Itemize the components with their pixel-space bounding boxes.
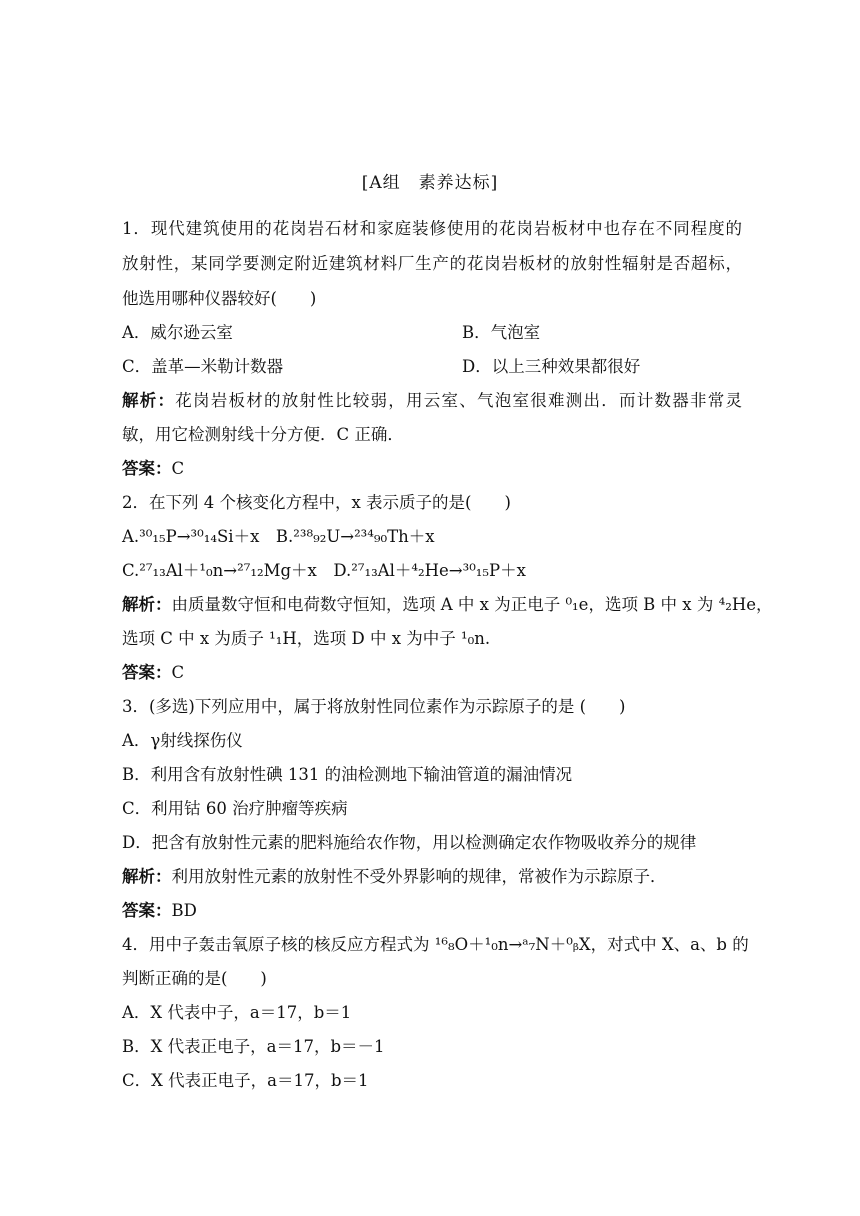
q3-option-d: D．把含有放射性元素的肥料施给农作物，用以检测确定农作物吸收养分的规律: [122, 833, 697, 852]
q2-analysis-text-1: 由质量数守恒和电荷数守恒知，选项 A 中 x 为正电子 ⁰₁e，选项 B 中 x 为 ⁴₂He，: [171, 595, 773, 614]
section-title: [A组 素养达标]: [361, 173, 499, 193]
q1-stem-line-2: 放射性，某同学要测定附近建筑材料厂生产的花岗岩板材的放射性辐射是否超标，: [122, 254, 742, 273]
q2-stem: 2．在下列 4 个核变化方程中，x 表示质子的是( ): [122, 493, 511, 512]
q3-analysis: [122, 866, 742, 888]
q1-stem-line-3: 他选用哪种仪器较好( ): [122, 289, 317, 308]
q4-stem-line-2: 判断正确的是( ): [122, 969, 267, 988]
q3-answer-value: BD: [171, 901, 197, 920]
q3-option-b: B．利用含有放射性碘 131 的油检测地下输油管道的漏油情况: [122, 765, 573, 784]
q1-option-a: A．威尔逊云室: [122, 323, 233, 342]
q2-analysis-line-2: 选项 C 中 x 为质子 ¹₁H，选项 D 中 x 为中子 ¹₀n.: [122, 629, 491, 648]
q4-option-a: A．X 代表中子，a＝17，b＝1: [122, 1003, 352, 1022]
q1-analysis-text-1: 花岗岩板材的放射性比较弱，用云室、气泡室很难测出．而计数器非常灵: [175, 391, 742, 410]
q3-analysis-text-1: 利用放射性元素的放射性不受外界影响的规律，常被作为示踪原子．: [171, 867, 667, 886]
q2-answer: [122, 662, 742, 684]
q1-option-b: B．气泡室: [462, 323, 541, 342]
q2-options-cd: C.²⁷₁₃Al＋¹₀n→²⁷₁₂Mg＋x D.²⁷₁₃Al＋⁴₂He→³⁰₁₅P＋x: [122, 561, 526, 580]
q3-stem: 3．(多选)下列应用中，属于将放射性同位素作为示踪原子的是 ( ): [122, 697, 626, 716]
q3-analysis-label: 解析：: [122, 867, 172, 886]
q2-analysis-label: 解析：: [122, 595, 172, 614]
q4-option-c: C．X 代表正电子，a＝17，b＝1: [122, 1071, 369, 1090]
q1-options-row-2: [122, 356, 742, 378]
q2-answer-value: C: [171, 663, 185, 682]
q1-analysis-label: 解析：: [122, 391, 176, 410]
q3-option-c: C．利用钴 60 治疗肿瘤等疾病: [122, 799, 348, 818]
q1-answer-label: 答案：: [122, 459, 172, 478]
q1-analysis-line-1: [122, 390, 742, 412]
q1-option-d: D．以上三种效果都很好: [462, 357, 641, 376]
q3-answer-label: 答案：: [122, 901, 172, 920]
q1-options-row-1: [122, 322, 742, 344]
q1-answer: [122, 458, 742, 480]
q1-stem-line-1: 1．现代建筑使用的花岗岩石材和家庭装修使用的花岗岩板材中也存在不同程度的: [122, 219, 742, 238]
q2-options-ab: A.³⁰₁₅P→³⁰₁₄Si＋x B.²³⁸₉₂U→²³⁴₉₀Th＋x: [122, 527, 435, 546]
q3-answer: [122, 900, 742, 922]
q2-answer-label: 答案：: [122, 663, 172, 682]
q1-option-c: C．盖革—米勒计数器: [122, 357, 284, 376]
q4-stem-line-1: 4．用中子轰击氧原子核的核反应方程式为 ¹⁶₈O＋¹₀n→ᵃ₇N＋⁰ᵦX，对式中 X、a、b 的: [122, 935, 749, 954]
q1-analysis-line-2: 敏，用它检测射线十分方便．C 正确．: [122, 425, 404, 444]
q3-option-a: A．γ射线探伤仪: [122, 731, 243, 750]
q1-answer-value: C: [171, 459, 185, 478]
q2-analysis-line-1: [122, 594, 773, 616]
q4-option-b: B．X 代表正电子，a＝17，b＝－1: [122, 1037, 385, 1056]
